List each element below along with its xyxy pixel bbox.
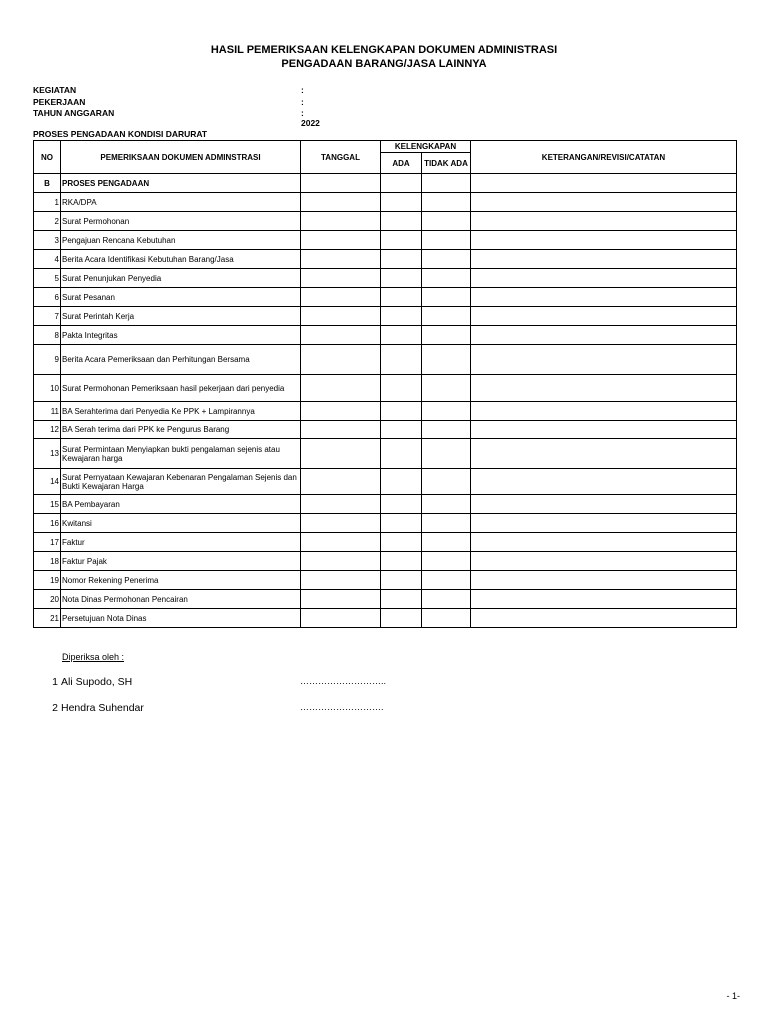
tanggal-cell[interactable] [301,250,381,269]
tidak-ada-cell[interactable] [422,288,471,307]
header-document: PEMERIKSAAN DOKUMEN ADMINSTRASI [61,141,301,174]
meta-value: : 2022 [301,108,320,128]
keterangan-cell[interactable] [471,345,737,375]
tidak-ada-cell[interactable] [422,193,471,212]
row-number: 21 [34,609,61,628]
meta-label: KEGIATAN [33,85,77,95]
document-name: BA Serah terima dari PPK ke Pengurus Barang [61,421,301,439]
tidak-ada-cell[interactable] [422,402,471,421]
ada-cell[interactable] [381,571,422,590]
row-number: 7 [34,307,61,326]
document-name: BA Serahterima dari Penyedia Ke PPK + Lampirannya [61,402,301,421]
tanggal-cell[interactable] [301,533,381,552]
tanggal-cell[interactable] [301,590,381,609]
row-number: 1 [34,193,61,212]
table-row [34,231,737,250]
row-number: 6 [34,288,61,307]
document-name: Surat Pesanan [61,288,301,307]
meta-label: PEKERJAAN [33,97,86,107]
tanggal-cell[interactable] [301,571,381,590]
tidak-ada-cell[interactable] [422,495,471,514]
keterangan-cell[interactable] [471,609,737,628]
row-number: 15 [34,495,61,514]
tidak-ada-cell[interactable] [422,375,471,402]
meta-label: TAHUN ANGGARAN [33,108,115,118]
group-label: PROSES PENGADAAN [61,174,301,193]
document-name: Nota Dinas Permohonan Pencairan [61,590,301,609]
document-name: Surat Penunjukan Penyedia [61,269,301,288]
tidak-ada-cell[interactable] [422,212,471,231]
group-no: B [34,174,61,193]
tanggal-cell[interactable] [301,269,381,288]
table-row [34,269,737,288]
document-name: BA Pembayaran [61,495,301,514]
tanggal-cell[interactable] [301,495,381,514]
ada-cell[interactable] [381,231,422,250]
row-number: 5 [34,269,61,288]
ada-cell[interactable] [381,533,422,552]
table-row [34,193,737,212]
signatory-number: 1 [52,676,58,688]
document-name: Kwitansi [61,514,301,533]
ada-cell[interactable] [381,288,422,307]
tanggal-cell[interactable] [301,231,381,250]
ada-cell[interactable] [381,307,422,326]
tidak-ada-cell[interactable] [422,533,471,552]
signature-line: ……………………….. [300,676,387,686]
tidak-ada-cell[interactable] [422,307,471,326]
ada-cell[interactable] [381,552,422,571]
row-number: 17 [34,533,61,552]
tidak-ada-cell[interactable] [422,571,471,590]
ada-cell[interactable] [381,212,422,231]
table-row [34,250,737,269]
table-row [34,495,737,514]
table-row [34,212,737,231]
meta-value: : [301,97,304,107]
ada-cell[interactable] [381,193,422,212]
row-number: 10 [34,375,61,402]
keterangan-cell[interactable] [471,231,737,250]
section-title: PROSES PENGADAAN KONDISI DARURAT [33,129,208,139]
header-keterangan: KETERANGAN/REVISI/CATATAN [471,141,737,174]
tanggal-cell[interactable] [301,375,381,402]
tidak-ada-cell[interactable] [422,250,471,269]
row-number: 3 [34,231,61,250]
signatory-number: 2 [52,702,58,714]
table-row [34,552,737,571]
tanggal-cell[interactable] [301,469,381,495]
document-name: RKA/DPA [61,193,301,212]
keterangan-cell[interactable] [471,590,737,609]
document-name: Nomor Rekening Penerima [61,571,301,590]
ada-cell[interactable] [381,375,422,402]
meta-value: : [301,85,304,95]
table-row [34,469,737,495]
keterangan-cell[interactable] [471,421,737,439]
ada-cell[interactable] [381,609,422,628]
table-row [34,571,737,590]
tanggal-cell[interactable] [301,174,381,193]
ada-cell[interactable] [381,495,422,514]
table-row [34,609,737,628]
document-title-line1: HASIL PEMERIKSAAN KELENGKAPAN DOKUMEN ADMINISTRASI [210,44,558,56]
tidak-ada-cell[interactable] [422,269,471,288]
ada-cell[interactable] [381,590,422,609]
keterangan-cell[interactable] [471,288,737,307]
document-name: Faktur Pajak [61,552,301,571]
keterangan-cell[interactable] [471,402,737,421]
tanggal-cell[interactable] [301,402,381,421]
tanggal-cell[interactable] [301,212,381,231]
keterangan-cell[interactable] [471,326,737,345]
tidak-ada-cell[interactable] [422,552,471,571]
document-name: Surat Permohonan [61,212,301,231]
keterangan-cell[interactable] [471,495,737,514]
ada-cell[interactable] [381,269,422,288]
document-name: Pakta Integritas [61,326,301,345]
document-name: Persetujuan Nota Dinas [61,609,301,628]
tidak-ada-cell[interactable] [422,609,471,628]
table-row [34,402,737,421]
row-number: 11 [34,402,61,421]
ada-cell[interactable] [381,345,422,375]
keterangan-cell[interactable] [471,552,737,571]
row-number: 16 [34,514,61,533]
tanggal-cell[interactable] [301,439,381,469]
table-row [34,288,737,307]
keterangan-cell[interactable] [471,439,737,469]
document-name: Faktur [61,533,301,552]
meta-kegiatan [33,85,304,95]
signatory-name: Ali Supodo, SH [61,676,133,688]
checklist-table [33,140,737,628]
table-row [34,514,737,533]
header-kelengkapan: KELENGKAPAN [381,141,471,153]
row-number: 4 [34,250,61,269]
row-number: 19 [34,571,61,590]
ada-cell[interactable] [381,326,422,345]
checked-by-label: Diperiksa oleh : [62,652,125,662]
document-name: Surat Permintaan Menyiapkan bukti pengalaman sejenis atau Kewajaran harga [61,439,301,469]
signature-line: ………………………. [300,702,384,712]
tidak-ada-cell[interactable] [422,345,471,375]
meta-tahun-anggaran [33,108,320,128]
table-row [34,307,737,326]
row-number: 13 [34,439,61,469]
table-row [34,421,737,439]
ada-cell[interactable] [381,439,422,469]
keterangan-cell[interactable] [471,533,737,552]
keterangan-cell[interactable] [471,250,737,269]
document-title-line2: PENGADAAN BARANG/JASA LAINNYA [281,58,487,70]
tanggal-cell[interactable] [301,514,381,533]
row-number: 2 [34,212,61,231]
header-no: NO [34,141,61,174]
tanggal-cell[interactable] [301,288,381,307]
row-number: 9 [34,345,61,375]
ada-cell[interactable] [381,250,422,269]
ada-cell[interactable] [381,514,422,533]
tidak-ada-cell[interactable] [422,514,471,533]
tidak-ada-cell[interactable] [422,231,471,250]
keterangan-cell[interactable] [471,469,737,495]
keterangan-cell[interactable] [471,269,737,288]
keterangan-cell[interactable] [471,174,737,193]
table-group-row [34,174,737,193]
tanggal-cell[interactable] [301,345,381,375]
table-row [34,326,737,345]
ada-cell[interactable] [381,402,422,421]
document-name: Berita Acara Identifikasi Kebutuhan Barang/Jasa [61,250,301,269]
document-name: Surat Permohonan Pemeriksaan hasil pekerjaan dari penyedia [61,375,301,402]
tanggal-cell[interactable] [301,552,381,571]
document-name: Surat Pernyataan Kewajaran Kebenaran Pengalaman Sejenis dan Bukti Kewajaran Harga [61,469,301,495]
keterangan-cell[interactable] [471,212,737,231]
ada-cell[interactable] [381,174,422,193]
document-name: Pengajuan Rencana Kebutuhan [61,231,301,250]
document-name: Berita Acara Pemeriksaan dan Perhitungan Bersama [61,345,301,375]
keterangan-cell[interactable] [471,375,737,402]
header-ada: ADA [381,153,422,174]
tidak-ada-cell[interactable] [422,469,471,495]
tanggal-cell[interactable] [301,609,381,628]
tanggal-cell[interactable] [301,326,381,345]
row-number: 8 [34,326,61,345]
table-row [34,533,737,552]
meta-pekerjaan [33,97,304,107]
keterangan-cell[interactable] [471,571,737,590]
table-row [34,439,737,469]
tidak-ada-cell[interactable] [422,174,471,193]
tidak-ada-cell[interactable] [422,590,471,609]
table-row [34,375,737,402]
signatory-name: Hendra Suhendar [61,702,144,714]
ada-cell[interactable] [381,421,422,439]
header-tanggal: TANGGAL [301,141,381,174]
keterangan-cell[interactable] [471,193,737,212]
row-number: 18 [34,552,61,571]
tanggal-cell[interactable] [301,193,381,212]
tanggal-cell[interactable] [301,421,381,439]
row-number: 14 [34,469,61,495]
tidak-ada-cell[interactable] [422,421,471,439]
ada-cell[interactable] [381,469,422,495]
header-tidak-ada: TIDAK ADA [422,153,471,174]
keterangan-cell[interactable] [471,514,737,533]
tidak-ada-cell[interactable] [422,326,471,345]
keterangan-cell[interactable] [471,307,737,326]
tanggal-cell[interactable] [301,307,381,326]
row-number: 12 [34,421,61,439]
tidak-ada-cell[interactable] [422,439,471,469]
table-row [34,345,737,375]
table-row [34,590,737,609]
document-name: Surat Perintah Kerja [61,307,301,326]
row-number: 20 [34,590,61,609]
page-number: - 1- [726,991,740,1001]
